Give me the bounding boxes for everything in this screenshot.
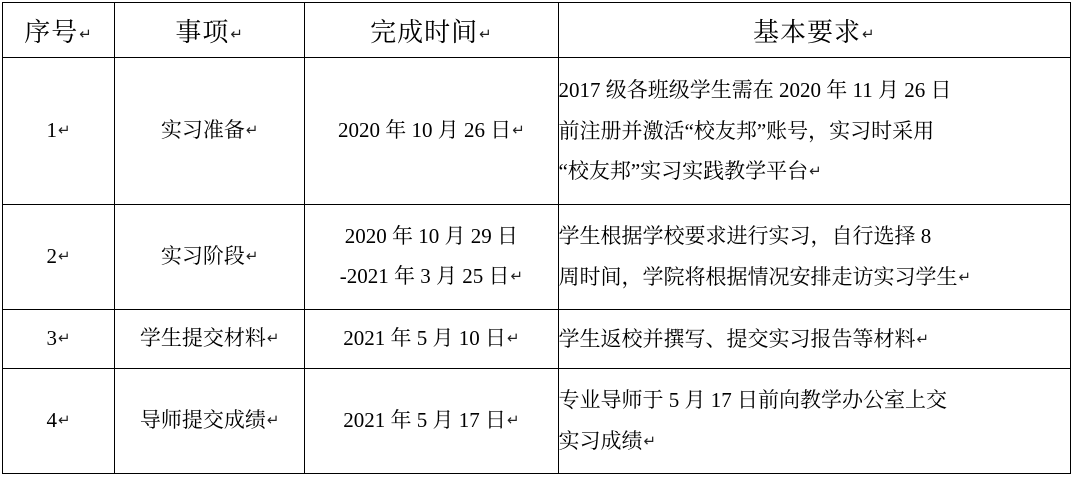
cell-text: 实习准备 [160, 118, 245, 143]
cell-sequence-number [3, 205, 115, 310]
cell-text-line [305, 401, 557, 441]
cell-text-line [559, 319, 1071, 360]
cell-text-line [305, 111, 557, 151]
header-label: 事项 [175, 17, 230, 47]
paragraph-mark-icon: ↵ [512, 121, 525, 140]
header-basic-requirements [558, 3, 1071, 58]
cell-text: 2 [46, 244, 57, 269]
cell-text-line: 前注册并激活“校友邦”账号，实习时采用 [558, 118, 935, 143]
paragraph-mark-icon: ↵ [506, 411, 520, 430]
cell-text: 学生提交材料 [139, 326, 266, 351]
header-item [115, 3, 305, 58]
cell-text-line: 学生根据学校要求进行实习，自行选择 8 [558, 224, 932, 249]
line-text: 学生返校并撰写、提交实习报告等材料 [558, 326, 916, 351]
paragraph-mark-icon: ↵ [58, 411, 71, 430]
cell-text-line [559, 151, 1071, 192]
cell-text: 1 [46, 118, 57, 143]
header-label: 完成时间 [370, 17, 479, 47]
paragraph-mark-icon: ↵ [916, 329, 930, 348]
cell-text: 4 [46, 408, 57, 433]
cell-basic-requirements [558, 310, 1071, 369]
line-text: 周时间，学院将根据情况安排走访实习学生 [558, 265, 958, 289]
cell-sequence-number [3, 369, 115, 474]
paragraph-mark-icon: ↵ [861, 24, 876, 43]
paragraph-mark-icon: ↵ [245, 247, 259, 266]
schedule-table [2, 2, 1071, 474]
cell-text-line: 2017 级各班级学生需在 2020 年 11 月 26 日 [558, 77, 952, 102]
cell-completion-time [305, 58, 558, 205]
paragraph-mark-icon: ↵ [809, 162, 822, 181]
cell-completion-time [305, 205, 558, 310]
cell-item [115, 58, 305, 205]
header-label: 序号 [24, 17, 79, 47]
cell-text-line [305, 319, 557, 359]
line-text: 2021 年 5 月 10 日 [343, 326, 506, 351]
cell-text-line: 专业导师于 5 月 17 日前向教学办公室上交 [558, 388, 947, 413]
paragraph-mark-icon: ↵ [958, 268, 972, 286]
paragraph-mark-icon: ↵ [58, 121, 71, 140]
cell-basic-requirements [558, 369, 1071, 474]
table-header-row [3, 3, 1071, 58]
paragraph-mark-icon: ↵ [643, 432, 657, 450]
cell-completion-time [305, 310, 558, 369]
cell-sequence-number [3, 58, 115, 205]
cell-item [115, 369, 305, 474]
paragraph-mark-icon: ↵ [266, 329, 280, 348]
cell-sequence-number [3, 310, 115, 369]
table-row [3, 205, 1071, 310]
table-row [3, 310, 1071, 369]
line-text: 2020 年 10 月 26 日 [337, 118, 512, 143]
paragraph-mark-icon: ↵ [58, 247, 71, 266]
line-text: 实习成绩 [558, 429, 643, 453]
line-text: 2021 年 5 月 17 日 [343, 408, 506, 433]
cell-text: 导师提交成绩 [139, 408, 266, 433]
cell-text: 3 [46, 326, 57, 351]
paragraph-mark-icon: ↵ [266, 411, 280, 430]
paragraph-mark-icon: ↵ [506, 329, 520, 348]
paragraph-mark-icon: ↵ [479, 24, 493, 43]
paragraph-mark-icon: ↵ [58, 329, 71, 348]
table-row [3, 58, 1071, 205]
line-text: “校友邦”实习实践教学平台 [558, 159, 809, 184]
table-row [3, 369, 1071, 474]
cell-text-line [559, 257, 1071, 298]
paragraph-mark-icon: ↵ [510, 267, 524, 285]
paragraph-mark-icon: ↵ [245, 121, 259, 140]
cell-text-line: 2020 年 10 月 29 日 [344, 224, 518, 249]
cell-text: 实习阶段 [160, 244, 245, 269]
header-label: 基本要求 [752, 17, 861, 47]
paragraph-mark-icon: ↵ [79, 24, 93, 43]
cell-text-line [559, 421, 1071, 462]
cell-item [115, 205, 305, 310]
cell-basic-requirements [558, 58, 1071, 205]
cell-basic-requirements [558, 205, 1071, 310]
line-text: -2021 年 3 月 25 日 [339, 264, 510, 288]
cell-text-line [305, 257, 557, 297]
header-completion-time [305, 3, 558, 58]
header-sequence-number [3, 3, 115, 58]
cell-item [115, 310, 305, 369]
paragraph-mark-icon: ↵ [230, 24, 244, 43]
cell-completion-time [305, 369, 558, 474]
